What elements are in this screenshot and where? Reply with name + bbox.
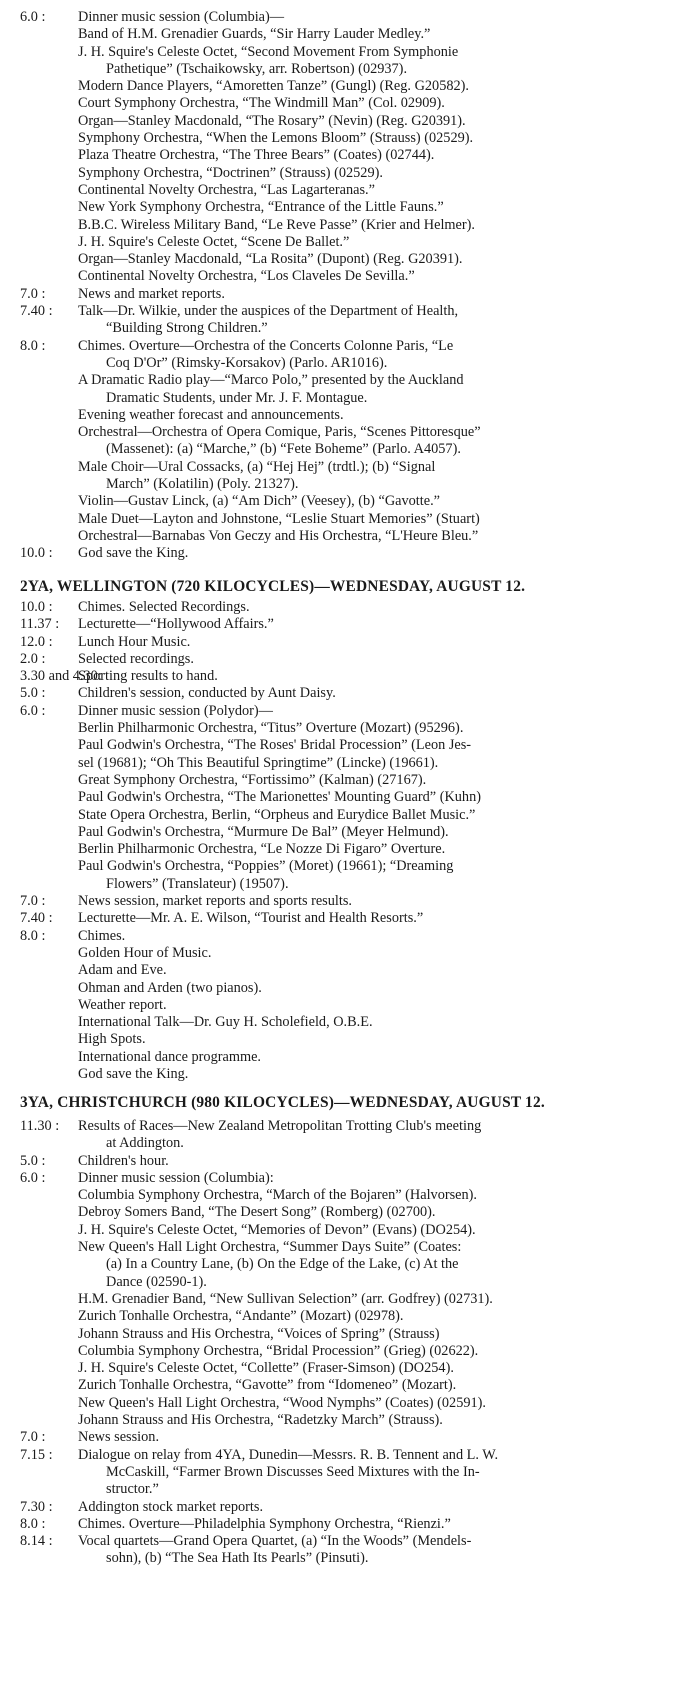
entry-time: 7.15 : [20,1446,53,1463]
entry-line: God save the King. [78,1066,189,1083]
section-2ya-wellington [0,599,700,1083]
entry-line: Orchestral—Barnabas Von Geczy and His Orchestra, “L'Heure Bleu.” [78,527,479,544]
entry-body [78,651,700,668]
entry-line: Ohman and Arden (two pianos). [78,979,262,996]
entry-line: Continental Novelty Orchestra, “Los Claveles De Sevilla.” [78,268,415,285]
entry-line: Dinner music session (Columbia)— [78,9,285,25]
entry-line: Berlin Philharmonic Orchestra, “Le Nozze Di Figaro” Overture. [78,841,446,858]
entry-body [78,1533,700,1568]
entry-line: Talk—Dr. Wilkie, under the auspices of the Department of Health, [78,303,459,320]
entry-line: Results of Races—New Zealand Metropolitan Trotting Club's meeting [78,1118,482,1134]
entry-line: Sporting results to hand. [78,668,218,685]
entry-body [78,9,700,286]
entry-body [78,1153,700,1170]
entry-time: 5.0 : [20,685,46,702]
entry-line: International Talk—Dr. Guy H. Scholefield, O.B.E. [78,1014,373,1031]
entry-line: Paul Godwin's Orchestra, “Poppies” (Moret) (19661); “Dreaming [78,858,454,875]
programme-entry [0,685,700,702]
entry-line: Paul Godwin's Orchestra, “Murmure De Bal” (Meyer Helmund). [78,823,449,840]
entry-body [78,1118,700,1153]
entry-line: McCaskill, “Farmer Brown Discusses Seed Mixtures with the In- [106,1463,480,1480]
entry-line: Columbia Symphony Orchestra, “March of the Bojaren” (Halvorsen). [78,1187,478,1204]
entry-line: Pathetique” (Tschaikowsky, arr. Robertson) (02937). [106,60,408,77]
entry-line: Selected recordings. [78,650,194,667]
entry-line: J. H. Squire's Celeste Octet, “Collette” (Fraser-Simson) (DO254). [78,1360,454,1377]
programme-entry [0,910,700,927]
entry-line: Addington stock market reports. [78,1498,264,1515]
section-3ya-christchurch [0,1118,700,1568]
entry-line: New Queen's Hall Light Orchestra, “Summer Days Suite” (Coates: [78,1239,462,1256]
entry-line: New Queen's Hall Light Orchestra, “Wood Nymphs” (Coates) (02591). [78,1394,486,1411]
entry-time: 7.40 : [20,910,53,927]
programme-entry [0,1153,700,1170]
entry-time: 7.0 : [20,285,46,302]
entry-line: State Opera Orchestra, Berlin, “Orpheus and Eurydice Ballet Music.” [78,806,476,823]
entry-line: Johann Strauss and His Orchestra, “Radetzky March” (Strauss). [78,1412,443,1429]
entry-line: Evening weather forecast and announcements. [78,406,344,423]
programme-entry [0,634,700,651]
entry-line: Flowers” (Translateur) (19507). [106,875,289,892]
programme-entry [0,668,700,685]
entry-line: Modern Dance Players, “Amoretten Tanze” (Gungl) (Reg. G20582). [78,78,469,95]
entry-line: Symphony Orchestra, “When the Lemons Bloom” (Strauss) (02529). [78,130,474,147]
entry-line: Johann Strauss and His Orchestra, “Voices of Spring” (Strauss) [78,1325,440,1342]
entry-time: 7.0 : [20,893,46,910]
entry-body [78,1499,700,1516]
entry-time: 7.40 : [20,303,53,320]
entry-line: Lecturette—Mr. A. E. Wilson, “Tourist and Health Resorts.” [78,910,424,927]
entry-time: 10.0 : [20,545,53,562]
entry-line: Zurich Tonhalle Orchestra, “Andante” (Mozart) (02978). [78,1308,404,1325]
entry-line: B.B.C. Wireless Military Band, “Le Reve Passe” (Krier and Helmer). [78,216,475,233]
entry-line: Chimes. Selected Recordings. [78,599,250,615]
entry-line: Children's hour. [78,1152,169,1169]
entry-body [78,616,700,633]
entry-line: Dramatic Students, under Mr. J. F. Montague. [106,389,368,406]
entry-body [78,668,700,685]
entry-time: 6.0 : [20,9,46,25]
entry-time: 2.0 : [20,650,46,667]
entry-line: Continental Novelty Orchestra, “Las Lagarteranas.” [78,181,375,198]
entry-line: H.M. Grenadier Band, “New Sullivan Selection” (arr. Godfrey) (02731). [78,1290,493,1307]
entry-line: Chimes. Overture—Philadelphia Symphony Orchestra, “Rienzi.” [78,1515,451,1532]
entry-time: 12.0 : [20,633,53,650]
entry-time: 5.0 : [20,1152,46,1169]
entry-body [78,893,700,910]
entry-line: Weather report. [78,996,167,1013]
entry-line: Organ—Stanley Macdonald, “The Rosary” (Nevin) (Reg. G20391). [78,112,466,129]
programme-entry [0,928,700,1084]
entry-body [78,1447,700,1499]
entry-line: Orchestral—Orchestra of Opera Comique, Paris, “Scenes Pittoresque” [78,424,481,441]
entry-line: Symphony Orchestra, “Doctrinen” (Strauss) (02529). [78,164,383,181]
programme-entry [0,303,700,338]
entry-time: 7.30 : [20,1498,53,1515]
entry-time: 8.14 : [20,1533,53,1550]
entry-line: sel (19681); “Oh This Beautiful Springtime” (Lincke) (19661). [78,754,439,771]
entry-body [78,928,700,1084]
entry-line: Paul Godwin's Orchestra, “The Marionettes' Mounting Guard” (Kuhn) [78,789,481,806]
entry-line: Golden Hour of Music. [78,944,212,961]
entry-line: Band of H.M. Grenadier Guards, “Sir Harry Lauder Medley.” [78,26,431,43]
entry-line: Organ—Stanley Macdonald, “La Rosita” (Dupont) (Reg. G20391). [78,251,463,268]
entry-line: High Spots. [78,1031,146,1048]
entry-line: Violin—Gustav Linck, (a) “Am Dich” (Veesey), (b) “Gavotte.” [78,493,440,510]
entry-body [78,1170,700,1429]
entry-line: March” (Kolatilin) (Poly. 21327). [106,476,299,493]
entry-line: News and market reports. [78,285,225,302]
programme-entry [0,703,700,893]
entry-line: Lunch Hour Music. [78,633,191,650]
entry-line: J. H. Squire's Celeste Octet, “Memories of Devon” (Evans) (DO254). [78,1221,476,1238]
programme-entry [0,545,700,562]
entry-line: Coq D'Or” (Rimsky-Korsakov) (Parlo. AR1016). [106,354,388,371]
entry-line: (a) In a Country Lane, (b) On the Edge of the Lake, (c) At the [106,1256,459,1273]
entry-body [78,545,700,562]
entry-body [78,1516,700,1533]
entry-time: 6.0 : [20,1169,46,1186]
entry-line: Court Symphony Orchestra, “The Windmill Man” (Col. 02909). [78,95,445,112]
entry-line: New York Symphony Orchestra, “Entrance of the Little Fauns.” [78,199,444,216]
entry-line: Debroy Somers Band, “The Desert Song” (Romberg) (02700). [78,1204,436,1221]
entry-body [78,910,700,927]
entry-line: Adam and Eve. [78,962,167,979]
entry-line: Paul Godwin's Orchestra, “The Roses' Bridal Procession” (Leon Jes- [78,737,472,754]
entry-body [78,303,700,338]
entry-line: Great Symphony Orchestra, “Fortissimo” (Kalman) (27167). [78,771,427,788]
programme-entry [0,286,700,303]
programme-entry [0,1499,700,1516]
entry-line: News session. [78,1429,160,1446]
entry-body [78,634,700,651]
entry-line: Chimes. [78,927,126,944]
section-heading-3ya: 3YA, CHRISTCHURCH (980 KILOCYCLES)—WEDNESDAY, AUGUST 12. [20,1094,545,1111]
programme-entry [0,893,700,910]
entry-time: 3.30 and 4.30: [20,668,102,685]
programme-entry [0,1447,700,1499]
entry-time: 8.0 : [20,1515,46,1532]
entry-line: Lecturette—“Hollywood Affairs.” [78,616,274,633]
entry-line: at Addington. [106,1135,184,1152]
programme-entry [0,1429,700,1446]
entry-line: structor.” [106,1481,159,1498]
entry-line: Chimes. Overture—Orchestra of the Concerts Colonne Paris, “Le [78,337,454,354]
programme-entry [0,338,700,546]
entry-line: Dinner music session (Polydor)— [78,702,273,719]
entry-time: 6.0 : [20,702,46,719]
entry-line: Dialogue on relay from 4YA, Dunedin—Messrs. R. B. Tennent and L. W. [78,1446,499,1463]
entry-line: Zurich Tonhalle Orchestra, “Gavotte” from “Idomeneo” (Mozart). [78,1377,457,1394]
programme-entry [0,1516,700,1533]
section-1ya-continued [0,9,700,563]
entry-line: A Dramatic Radio play—“Marco Polo,” presented by the Auckland [78,372,464,389]
entry-line: J. H. Squire's Celeste Octet, “Scene De Ballet.” [78,233,350,250]
entry-line: Berlin Philharmonic Orchestra, “Titus” Overture (Mozart) (95296). [78,720,464,737]
entry-line: God save the King. [78,545,189,562]
entry-line: News session, market reports and sports results. [78,893,352,910]
entry-line: Plaza Theatre Orchestra, “The Three Bears” (Coates) (02744). [78,147,435,164]
entry-time: 8.0 : [20,927,46,944]
entry-body [78,703,700,893]
entry-time: 7.0 : [20,1429,46,1446]
entry-line: Vocal quartets—Grand Opera Quartet, (a) “In the Woods” (Mendels- [78,1533,472,1550]
entry-line: J. H. Squire's Celeste Octet, “Second Movement From Symphonie [78,43,459,60]
programme-entry [0,599,700,616]
programme-entry [0,1533,700,1568]
section-heading-2ya: 2YA, WELLINGTON (720 KILOCYCLES)—WEDNESDAY, AUGUST 12. [20,578,526,595]
programme-entry [0,9,700,286]
programme-entry [0,616,700,633]
entry-time: 11.37 : [20,616,60,633]
entry-time: 8.0 : [20,337,46,354]
entry-line: International dance programme. [78,1048,261,1065]
entry-body [78,1429,700,1446]
entry-time: 10.0 : [20,599,53,615]
entry-time: 11.30 : [20,1118,60,1134]
programme-entry [0,1118,700,1153]
entry-line: (Massenet): (a) “Marche,” (b) “Fete Boheme” (Parlo. A4057). [106,441,461,458]
entry-line: Columbia Symphony Orchestra, “Bridal Procession” (Grieg) (02622). [78,1342,479,1359]
entry-body [78,685,700,702]
entry-line: Dance (02590-1). [106,1273,207,1290]
entry-body [78,338,700,546]
programme-entry [0,1170,700,1429]
entry-line: “Building Strong Children.” [106,320,268,337]
entry-body [78,599,700,616]
entry-line: Male Choir—Ural Cossacks, (a) “Hej Hej” (trdtl.); (b) “Signal [78,458,436,475]
entry-line: Male Duet—Layton and Johnstone, “Leslie Stuart Memories” (Stuart) [78,510,480,527]
entry-body [78,286,700,303]
entry-line: sohn), (b) “The Sea Hath Its Pearls” (Pinsuti). [106,1550,369,1567]
entry-line: Dinner music session (Columbia): [78,1169,274,1186]
entry-line: Children's session, conducted by Aunt Daisy. [78,685,336,702]
programme-entry [0,651,700,668]
